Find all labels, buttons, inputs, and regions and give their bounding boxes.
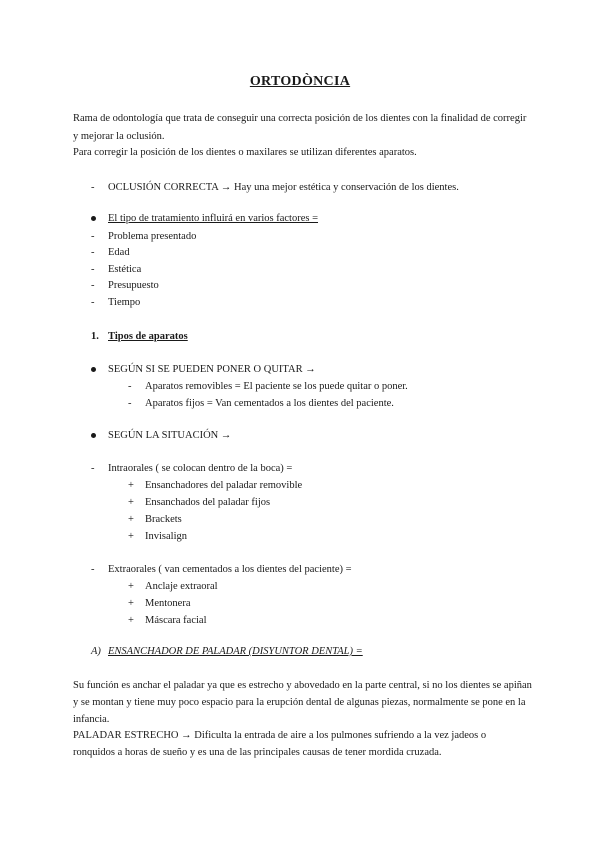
extraorales-heading: Extraorales ( van cementados a los dientes del paciente) = [108,564,352,575]
factor-item: Problema presentado [108,231,197,242]
intraorales-item: Ensanchados del paladar fijos [145,497,271,508]
dash-marker: - [91,297,95,308]
bullet-icon [91,216,96,221]
occlusion-text: OCLUSIÓN CORRECTA → Hay una mejor estética y conservación de los dientes. [108,182,459,193]
extraorales-item: Anclaje extraoral [145,581,218,592]
dash-marker: - [91,564,95,575]
intro-line-1: Rama de odontología que trata de conseguir una correcta posición de los dientes con la finalidad de corregir [73,113,527,124]
section-a-heading: ENSANCHADOR DE PALADAR (DISYUNTOR DENTAL) = [108,646,363,657]
dash-marker: - [91,280,95,291]
plus-marker: + [128,598,134,609]
dash-marker: - [91,463,95,474]
function-line-1: Su función es anchar el paladar ya que es estrecho y abovedado en la parte central, si no los dientes se apiñan [73,680,532,691]
removable-item: Aparatos fijos = Van cementados a los dientes del paciente. [145,398,394,409]
plus-marker: + [128,531,134,542]
factor-item: Edad [108,247,130,258]
extraorales-item: Mentonera [145,598,191,609]
intraorales-item: Invisalign [145,531,187,542]
plus-marker: + [128,514,134,525]
function-line-4: PALADAR ESTRECHO → Dificulta la entrada de aire a los pulmones sufriendo a la vez jadeos o [73,730,487,741]
function-line-3: infancia. [73,714,110,725]
factors-heading: El tipo de tratamiento influirá en varios factores = [108,213,319,224]
dash-marker: - [128,398,132,409]
bullet-icon [91,433,96,438]
plus-marker: + [128,497,134,508]
dash-marker: - [91,231,95,242]
function-line-2: y se montan y tiene muy poco espacio para la erupción dental de algunas piezas, normalmente se pone en la [73,697,526,708]
factor-item: Presupuesto [108,280,159,291]
intraorales-item: Brackets [145,514,182,525]
section-a-label: A) [91,646,101,657]
function-line-5: ronquidos a horas de sueño y es una de las principales causas de tener mordida cruzada. [73,747,442,758]
factor-item: Tiempo [108,297,141,308]
dash-marker: - [91,182,95,193]
dash-marker: - [91,247,95,258]
dash-marker: - [91,264,95,275]
dash-marker: - [128,381,132,392]
situation-heading: SEGÚN LA SITUACIÓN → [108,430,232,441]
section-number: 1. [91,331,99,342]
intraorales-heading: Intraorales ( se colocan dentro de la boca) = [108,463,293,474]
plus-marker: + [128,615,134,626]
factor-item: Estética [108,264,142,275]
page-title: ORTODÒNCIA [249,74,351,89]
plus-marker: + [128,581,134,592]
extraorales-item: Máscara facial [145,615,207,626]
intraorales-item: Ensanchadores del paladar removible [145,480,303,491]
bullet-icon [91,367,96,372]
plus-marker: + [128,480,134,491]
section-heading: Tipos de aparatos [108,331,188,342]
intro-line-3: Para corregir la posición de los dientes o maxilares se utilizan diferentes aparatos. [73,147,417,158]
intro-line-2: y mejorar la oclusión. [73,131,165,142]
removable-item: Aparatos removibles = El paciente se los puede quitar o poner. [145,381,408,392]
removable-heading: SEGÚN SI SE PUEDEN PONER O QUITAR → [108,364,316,375]
